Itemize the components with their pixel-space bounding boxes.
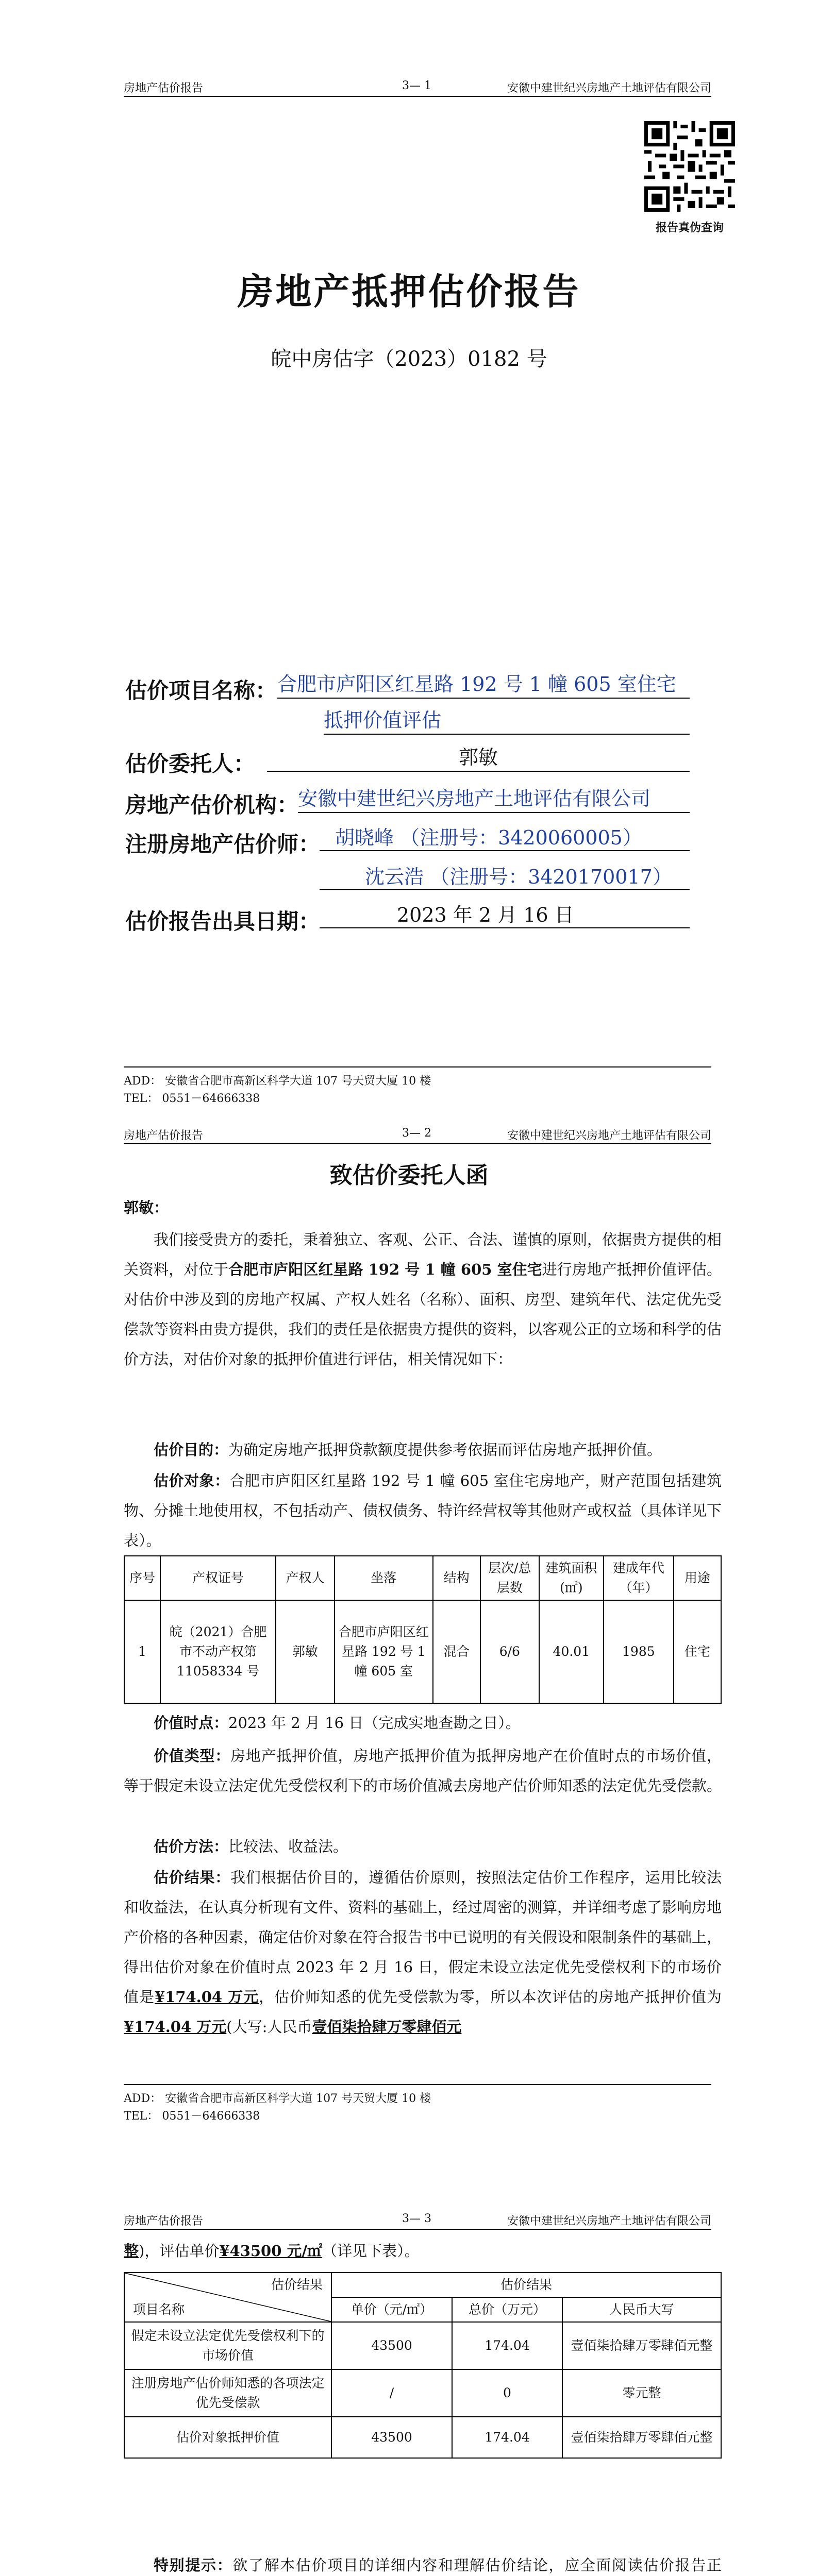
footer-tel: TEL： 0551－64666338 bbox=[124, 2110, 260, 2123]
method-paragraph bbox=[124, 1832, 722, 1861]
object-label: 估价对象： bbox=[154, 1472, 230, 1489]
th-cert: 产权证号 bbox=[160, 1556, 276, 1600]
intro-text-a: 我们接受贵方的委托，秉着独立、客观、公正、合法、谨慎的原则，依据贵方提供的相关资料，对位于 bbox=[124, 1231, 722, 1278]
letter-title: 致估价委托人函 bbox=[329, 1162, 489, 1189]
th-unit-price: 单价（元/㎡） bbox=[331, 2297, 452, 2322]
row-total: 174.04 bbox=[452, 2322, 562, 2369]
th-owner: 产权人 bbox=[276, 1556, 335, 1600]
result-paragraph bbox=[124, 1862, 722, 2042]
letter-intro bbox=[124, 1225, 722, 1374]
td-no: 1 bbox=[124, 1600, 160, 1703]
value-in-words-end: 整 bbox=[124, 2242, 139, 2260]
unit-price-text-b: （详见下表）。 bbox=[322, 2242, 420, 2260]
header-page-number: 3— 3 bbox=[402, 2212, 431, 2225]
row-unit: / bbox=[331, 2369, 452, 2417]
row-name-label: 项目名称 bbox=[133, 2302, 185, 2317]
result-text-b: ，估价师知悉的优先受偿款为零，所以本次评估的房地产抵押价值为 bbox=[259, 1988, 722, 2006]
header-company: 安徽中建世纪兴房地产土地评估有限公司 bbox=[507, 2215, 711, 2228]
value-type-label: 价值类型： bbox=[154, 1747, 231, 1765]
row-label: 注册房地产估价师知悉的各项法定优先受偿款 bbox=[124, 2369, 331, 2417]
issue-date-value: 2023 年 2 月 16 日 bbox=[320, 902, 690, 928]
purpose-label: 估价目的： bbox=[154, 1441, 229, 1459]
result-continuation bbox=[124, 2236, 722, 2266]
salutation: 郭敏： bbox=[124, 1199, 169, 1216]
value-date-paragraph bbox=[124, 1708, 722, 1738]
page-footer bbox=[124, 1066, 711, 1108]
th-location: 坐落 bbox=[335, 1556, 433, 1600]
th-year: 建成年代（年） bbox=[604, 1556, 674, 1600]
row-words: 壹佰柒拾肆万零肆佰元整 bbox=[562, 2322, 721, 2369]
header-page-number: 3— 1 bbox=[402, 79, 431, 92]
row-label: 假定未设立法定优先受偿权利下的市场价值 bbox=[124, 2322, 331, 2369]
appraiser-label: 注册房地产估价师： bbox=[125, 832, 321, 857]
table-row bbox=[124, 1600, 721, 1703]
property-address: 合肥市庐阳区红星路 192 号 1 幢 605 室住宅 bbox=[228, 1261, 542, 1278]
diagonal-header-cell bbox=[124, 2273, 331, 2322]
header-left: 房地产估价报告 bbox=[124, 2215, 204, 2228]
row-total: 174.04 bbox=[452, 2417, 562, 2458]
qr-caption: 报告真伪查询 bbox=[655, 222, 724, 234]
intro-text-c: 进行房地产抵押价值评估。对估价中涉及到的房地产权属、产权人姓名（名称）、面积、房型、建筑年代、法定优先受偿款等资料由贵方提供，我们的责任是依据贵方提供的资料，以客观公正的立场和科学的估价方法，对估价对象的抵押价值进行评估，相关情况如下： bbox=[124, 1261, 722, 1368]
page-header bbox=[124, 1125, 711, 1144]
header-left: 房地产估价报告 bbox=[124, 82, 204, 95]
issue-date-label: 估价报告出具日期： bbox=[125, 909, 321, 934]
table-row bbox=[124, 2417, 721, 2458]
special-note-text: 欲了解本估价项目的详细内容和理解估价结论，应全面阅读估价报告正 bbox=[232, 2556, 722, 2574]
value-type-paragraph bbox=[124, 1741, 722, 1801]
footer-tel: TEL： 0551－64666338 bbox=[124, 1092, 260, 1105]
group-header: 估价结果 bbox=[331, 2273, 721, 2297]
unit-price: ¥43500 元/㎡ bbox=[219, 2242, 323, 2260]
row-total: 0 bbox=[452, 2369, 562, 2417]
row-unit: 43500 bbox=[331, 2322, 452, 2369]
result-text-c: (大写:人民币 bbox=[226, 2018, 312, 2036]
property-table bbox=[124, 1555, 722, 1704]
cover-page bbox=[0, 0, 818, 1105]
purpose-paragraph bbox=[124, 1435, 722, 1465]
td-floor: 6/6 bbox=[480, 1600, 539, 1703]
th-total-price: 总价（万元） bbox=[452, 2297, 562, 2322]
agency-label: 房地产估价机构： bbox=[125, 792, 299, 818]
appraiser-2-value: 沈云浩 （注册号：3420170017） bbox=[320, 863, 690, 890]
method-label: 估价方法： bbox=[154, 1838, 229, 1855]
method-text: 比较法、收益法。 bbox=[228, 1838, 348, 1855]
project-name-label: 估价项目名称： bbox=[125, 678, 277, 703]
agency-value: 安徽中建世纪兴房地产土地评估有限公司 bbox=[298, 785, 690, 813]
td-year: 1985 bbox=[604, 1600, 674, 1703]
td-area: 40.01 bbox=[539, 1600, 604, 1703]
th-structure: 结构 bbox=[433, 1556, 480, 1600]
header-page-number: 3— 2 bbox=[402, 1127, 431, 1140]
mortgage-value: ¥174.04 万元 bbox=[124, 2018, 227, 2036]
header-company: 安徽中建世纪兴房地产土地评估有限公司 bbox=[507, 82, 711, 95]
td-structure: 混合 bbox=[433, 1600, 480, 1703]
page-header bbox=[124, 77, 711, 97]
header-company: 安徽中建世纪兴房地产土地评估有限公司 bbox=[507, 1129, 711, 1142]
col-name-label: 估价结果 bbox=[271, 2277, 323, 2292]
special-note-label: 特别提示： bbox=[154, 2556, 233, 2574]
result-table-wrap bbox=[124, 2272, 722, 2459]
object-text: 合肥市庐阳区红星路 192 号 1 幢 605 室住宅房地产，财产范围包括建筑物、分摊土地使用权，不包括动产、债权债务、特许经营权等其他财产或权益（具体详见下表）。 bbox=[124, 1472, 722, 1549]
page-header bbox=[124, 2210, 711, 2230]
unit-price-text-a: )，评估单价 bbox=[139, 2242, 220, 2260]
value-in-words: 壹佰柒拾肆万零肆佰元 bbox=[312, 2018, 462, 2036]
td-owner: 郭敏 bbox=[276, 1600, 335, 1703]
th-use: 用途 bbox=[674, 1556, 721, 1600]
page-footer bbox=[124, 2084, 711, 2125]
object-paragraph bbox=[124, 1466, 722, 1555]
th-no: 序号 bbox=[124, 1556, 160, 1600]
footer-address: ADD： 安徽省合肥市高新区科学大道 107 号天贸大厦 10 楼 bbox=[124, 1075, 431, 1088]
result-header-row bbox=[124, 2273, 721, 2297]
header-left: 房地产估价报告 bbox=[124, 1129, 204, 1142]
result-text-a: 我们根据估价目的，遵循估价原则，按照法定估价工作程序，运用比较法和收益法，在认真分析现有文件、资料的基础上，经过周密的测算，并详细考虑了影响房地产价格的各种因素，确定估价对象在符合报告书中已说明的有关假设和限制条件的基础上，得出估价对象在价值时点 2023 年 2 月 16 日，假定未设立法定优先受偿权利下的市场价值是 bbox=[124, 1869, 722, 2006]
special-note bbox=[124, 2550, 722, 2576]
client-label: 估价委托人： bbox=[125, 751, 256, 776]
client-value: 郭敏 bbox=[267, 744, 690, 772]
row-unit: 43500 bbox=[331, 2417, 452, 2458]
purpose-text: 为确定房地产抵押贷款额度提供参考依据而评估房地产抵押价值。 bbox=[228, 1441, 662, 1459]
market-value: ¥174.04 万元 bbox=[154, 1988, 259, 2006]
td-use: 住宅 bbox=[674, 1600, 721, 1703]
row-words: 零元整 bbox=[562, 2369, 721, 2417]
letter-page bbox=[0, 1105, 818, 2210]
project-name-value: 合肥市庐阳区红星路 192 号 1 幢 605 室住宅 bbox=[277, 671, 690, 699]
qr-code[interactable] bbox=[644, 121, 735, 212]
results-page bbox=[0, 2210, 818, 2576]
footer-address: ADD： 安徽省合肥市高新区科学大道 107 号天贸大厦 10 楼 bbox=[124, 2092, 431, 2105]
th-area: 建筑面积(㎡) bbox=[539, 1556, 604, 1600]
th-amount-words: 人民币大写 bbox=[562, 2297, 721, 2322]
result-label: 估价结果： bbox=[154, 1869, 231, 1886]
row-words: 壹佰柒拾肆万零肆佰元整 bbox=[562, 2417, 721, 2458]
td-cert: 皖（2021）合肥市不动产权第 11058334 号 bbox=[160, 1600, 276, 1703]
value-date-label: 价值时点： bbox=[154, 1714, 229, 1732]
value-type-text: 房地产抵押价值，房地产抵押价值为抵押房地产在价值时点的市场价值，等于假定未设立法定优先受偿权利下的市场价值减去房地产估价师知悉的法定优先受偿款。 bbox=[124, 1747, 722, 1794]
appraiser-1-value: 胡晓峰 （注册号：3420060005） bbox=[320, 824, 690, 851]
table-row bbox=[124, 2369, 721, 2417]
table-header-row bbox=[124, 1556, 721, 1600]
report-number: 皖中房估字（2023）0182 号 bbox=[271, 347, 547, 371]
td-location: 合肥市庐阳区红星路 192 号 1 幢 605 室 bbox=[335, 1600, 433, 1703]
report-title: 房地产抵押估价报告 bbox=[237, 270, 581, 313]
project-name-value-2: 抵押价值评估 bbox=[324, 707, 690, 735]
value-date-text: 2023 年 2 月 16 日（完成实地查勘之日）。 bbox=[228, 1714, 521, 1732]
table-row bbox=[124, 2322, 721, 2369]
result-table bbox=[124, 2272, 722, 2459]
row-label: 估价对象抵押价值 bbox=[124, 2417, 331, 2458]
th-floor: 层次/总层数 bbox=[480, 1556, 539, 1600]
